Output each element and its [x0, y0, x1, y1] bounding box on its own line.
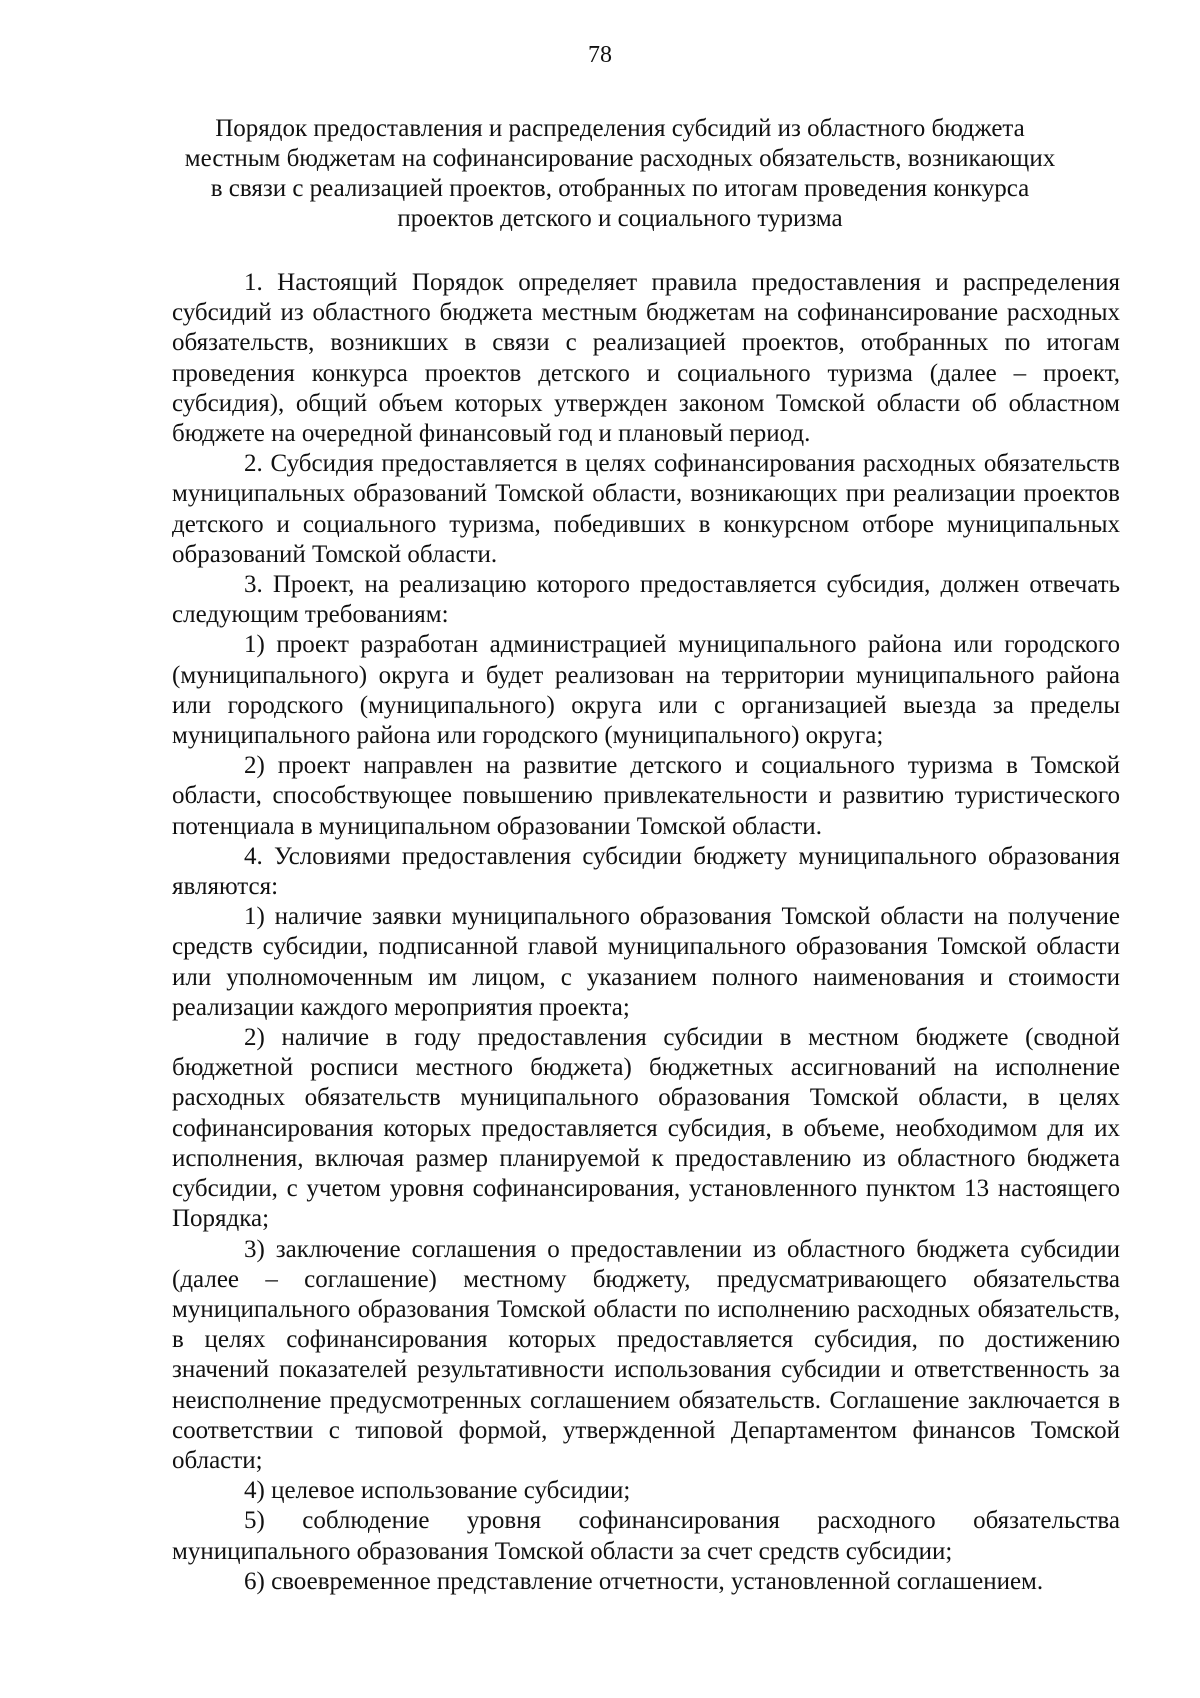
paragraph-4-item-1: 1) наличие заявки муниципального образования Томской области на получение средств субсидии, подписанной главой муниципального образования Томской области или уполномоченным им лицом, с указанием полного наименования и стоимости реализации каждого мероприятия проекта;	[172, 903, 1120, 1021]
title-line: местным бюджетам на софинансирование расходных обязательств, возникающих	[184, 145, 1056, 172]
paragraph-4-item-5: 5) соблюдение уровня софинансирования расходного обязательства муниципального образования Томской области за счет средств субсидии;	[172, 1507, 1120, 1565]
title-line: в связи с реализацией проектов, отобранных по итогам проведения конкурса	[210, 175, 1030, 202]
title-line: Порядок предоставления и распределения субсидий из областного бюджета	[215, 115, 1025, 142]
paragraph-3-item-1: 1) проект разработан администрацией муниципального района или городского (муниципального) округа и будет реализован на территории муниципального района или городского (муниципального) округа или с организацией выезда за пределы муниципального района или городского (муниципального) округа;	[172, 631, 1120, 750]
paragraph-1: 1. Настоящий Порядок определяет правила предоставления и распределения субсидий из областного бюджета местным бюджетам на софинансирование расходных обязательств, возникших в связи с реализацией проектов, отобранных по итогам проведения конкурса проектов детского и социального туризма (далее – проект, субсидия), общий объем которых утвержден законом Томской области об областном бюджете на очередной финансовый год и плановый период.	[172, 269, 1120, 448]
paragraph-4-item-4: 4) целевое использование субсидии;	[244, 1477, 631, 1505]
paragraph-2: 2. Субсидия предоставляется в целях софинансирования расходных обязательств муниципальных образований Томской области, возникающих при реализации проектов детского и социального туризма, победивших в конкурсном отборе муниципальных образований Томской области.	[172, 450, 1120, 568]
document-body	[172, 268, 1120, 1597]
title-line: проектов детского и социального туризма	[397, 205, 843, 232]
paragraph-3: 3. Проект, на реализацию которого предоставляется субсидия, должен отвечать следующим требованиям:	[172, 571, 1120, 629]
paragraph-3-item-2: 2) проект направлен на развитие детского и социального туризма в Томской области, способствующее повышению привлекательности и развитию туристического потенциала в муниципальном образовании Томской области.	[172, 752, 1120, 840]
page-number: 78	[588, 42, 612, 68]
paragraph-4-item-3: 3) заключение соглашения о предоставлении из областного бюджета субсидии (далее – соглашение) местному бюджету, предусматривающего обязательства муниципального образования Томской области по исполнению расходных обязательств, в целях софинансирования которых предоставляется субсидия, по достижению значений показателей результативности использования субсидии и ответственность за неисполнение предусмотренных соглашением обязательств. Соглашение заключается в соответствии с типовой формой, утвержденной Департаментом финансов Томской области;	[172, 1235, 1120, 1474]
paragraph-4-item-6: 6) своевременное представление отчетности, установленной соглашением.	[244, 1567, 1044, 1595]
paragraph-4: 4. Условиями предоставления субсидии бюджету муниципального образования являются:	[172, 842, 1120, 901]
paragraph-4-item-2: 2) наличие в году предоставления субсидии в местном бюджете (сводной бюджетной росписи местного бюджета) бюджетных ассигнований на исполнение расходных обязательств муниципального образования Томской области, в целях софинансирования которых предоставляется субсидия, в объеме, необходимом для их исполнения, включая размер планируемой к предоставлению из областного бюджета субсидии, с учетом уровня софинансирования, установленного пунктом 13 настоящего Порядка;	[172, 1024, 1120, 1233]
document-title	[150, 114, 1090, 234]
